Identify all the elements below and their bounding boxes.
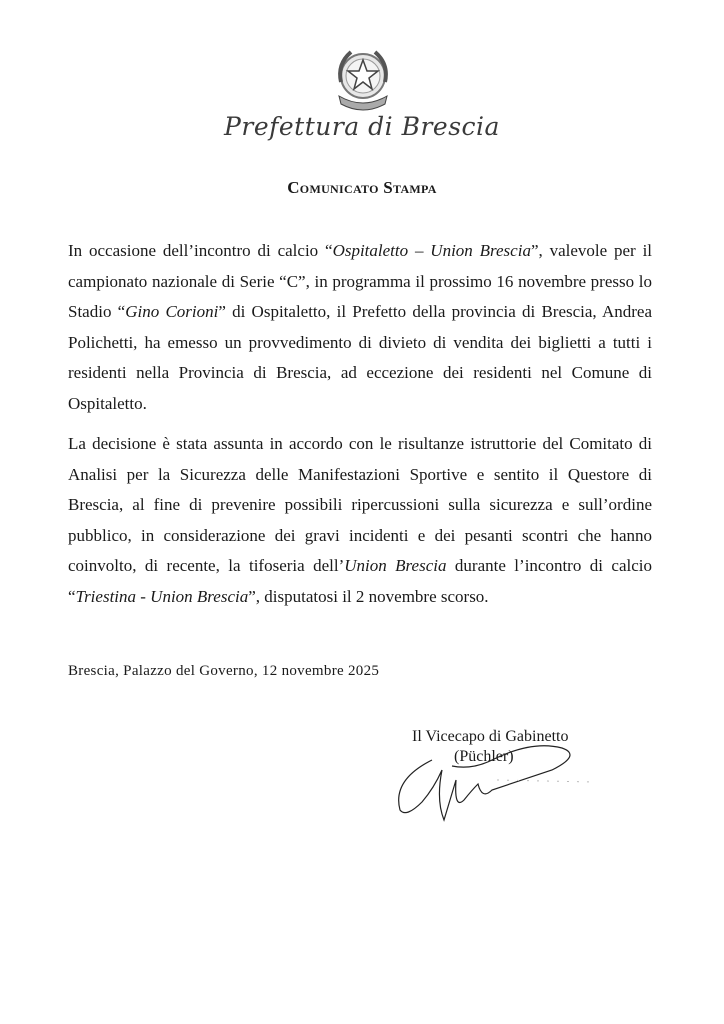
match-name: Triestina - Union Brescia bbox=[75, 586, 249, 606]
document-title: Comunicato Stampa bbox=[287, 178, 437, 197]
signatory-role: Il Vicecapo di Gabinetto bbox=[412, 728, 569, 745]
paragraph-1 bbox=[68, 236, 652, 419]
team-name: Union Brescia bbox=[344, 556, 447, 575]
text-segment: La decisione è stata assunta in accordo con le risultanze istruttorie del Comitato di Analisi per la Sicurezza delle Manifestazioni Sportive e sentito il Questore di Brescia, al fine di prevenire possibili ripercussioni sulla sicurezza e sull’ordine pubblico, in considerazione dei gravi incidenti e dei pesanti scontri che hanno coinvolto, di recente, la tifoseria dell’ bbox=[68, 434, 652, 575]
office-name: Prefettura di Brescia bbox=[224, 112, 500, 141]
text-segment: ” di Ospitaletto, il Prefetto della provincia di Brescia, Andrea Polichetti, ha emesso un provvedimento di divieto di vendita dei biglietti a tutti i residenti nella Provincia di Brescia, ad eccezione dei residenti nel Comune di Ospitaletto. bbox=[68, 302, 652, 413]
italian-republic-emblem bbox=[327, 44, 399, 116]
signatory-name: (Püchler) bbox=[454, 748, 514, 765]
text-segment: ”, disputatosi il 2 novembre scorso. bbox=[248, 586, 489, 606]
text-segment: In occasione dell’incontro di calcio “ bbox=[68, 241, 333, 260]
handwritten-signature bbox=[392, 740, 592, 830]
match-name: Ospitaletto – Union Brescia bbox=[332, 241, 531, 260]
paragraph-2 bbox=[68, 429, 652, 612]
text-segment: ”, valevole per il campionato nazionale di Serie “C”, in programma il prossimo 16 novembre presso lo Stadio “ bbox=[68, 241, 653, 321]
text-segment: durante l’incontro di calcio “ bbox=[68, 556, 652, 606]
press-release-body bbox=[68, 236, 652, 622]
place-date: Brescia, Palazzo del Governo, 12 novembre 2025 bbox=[68, 663, 380, 679]
stadium-name: Gino Corioni bbox=[125, 302, 219, 321]
